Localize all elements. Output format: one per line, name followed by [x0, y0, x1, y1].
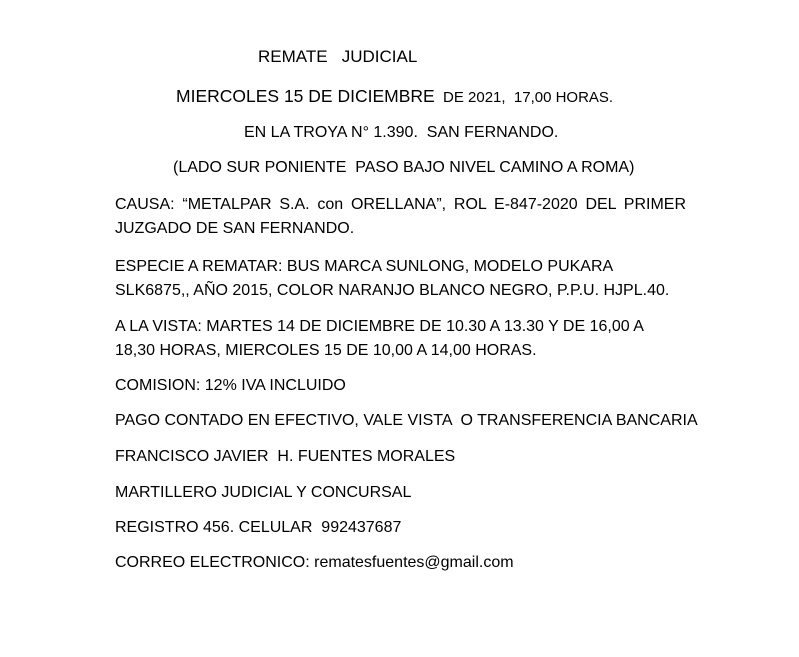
auction-address: EN LA TROYA N° 1.390. SAN FERNANDO. [244, 124, 559, 141]
registry-phone-line: REGISTRO 456. CELULAR 992437687 [115, 519, 402, 536]
auction-date-line [176, 86, 613, 108]
auctioneer-title: MARTILLERO JUDICIAL Y CONCURSAL [115, 484, 412, 501]
auction-date-main: MIERCOLES 15 DE DICIEMBRE [176, 86, 435, 106]
document-title: REMATE JUDICIAL [258, 47, 418, 66]
case-paragraph: CAUSA: “METALPAR S.A. con ORELLANA”, ROL E-847-2020 DEL PRIMER JUZGADO DE SAN FERNANDO. [115, 196, 686, 237]
item-paragraph: ESPECIE A REMATAR: BUS MARCA SUNLONG, MODELO PUKARA SLK6875,, AÑO 2015, COLOR NARANJO BLANCO NEGRO, P.P.U. HJPL.40. [115, 258, 670, 299]
auction-date-rest: DE 2021, 17,00 HORAS. [434, 89, 614, 106]
payment-line: PAGO CONTADO EN EFECTIVO, VALE VISTA O TRANSFERENCIA BANCARIA [115, 412, 698, 429]
viewing-paragraph: A LA VISTA: MARTES 14 DE DICIEMBRE DE 10.30 A 13.30 Y DE 16,00 A 18,30 HORAS, MIERCOLES 15 DE 10,00 A 14,00 HORAS. [115, 318, 643, 359]
auction-location: (LADO SUR PONIENTE PASO BAJO NIVEL CAMINO A ROMA) [173, 159, 635, 176]
email-line: CORREO ELECTRONICO: rematesfuentes@gmail.com [115, 554, 514, 571]
commission-line: COMISION: 12% IVA INCLUIDO [115, 377, 346, 394]
auctioneer-name: FRANCISCO JAVIER H. FUENTES MORALES [115, 448, 456, 465]
